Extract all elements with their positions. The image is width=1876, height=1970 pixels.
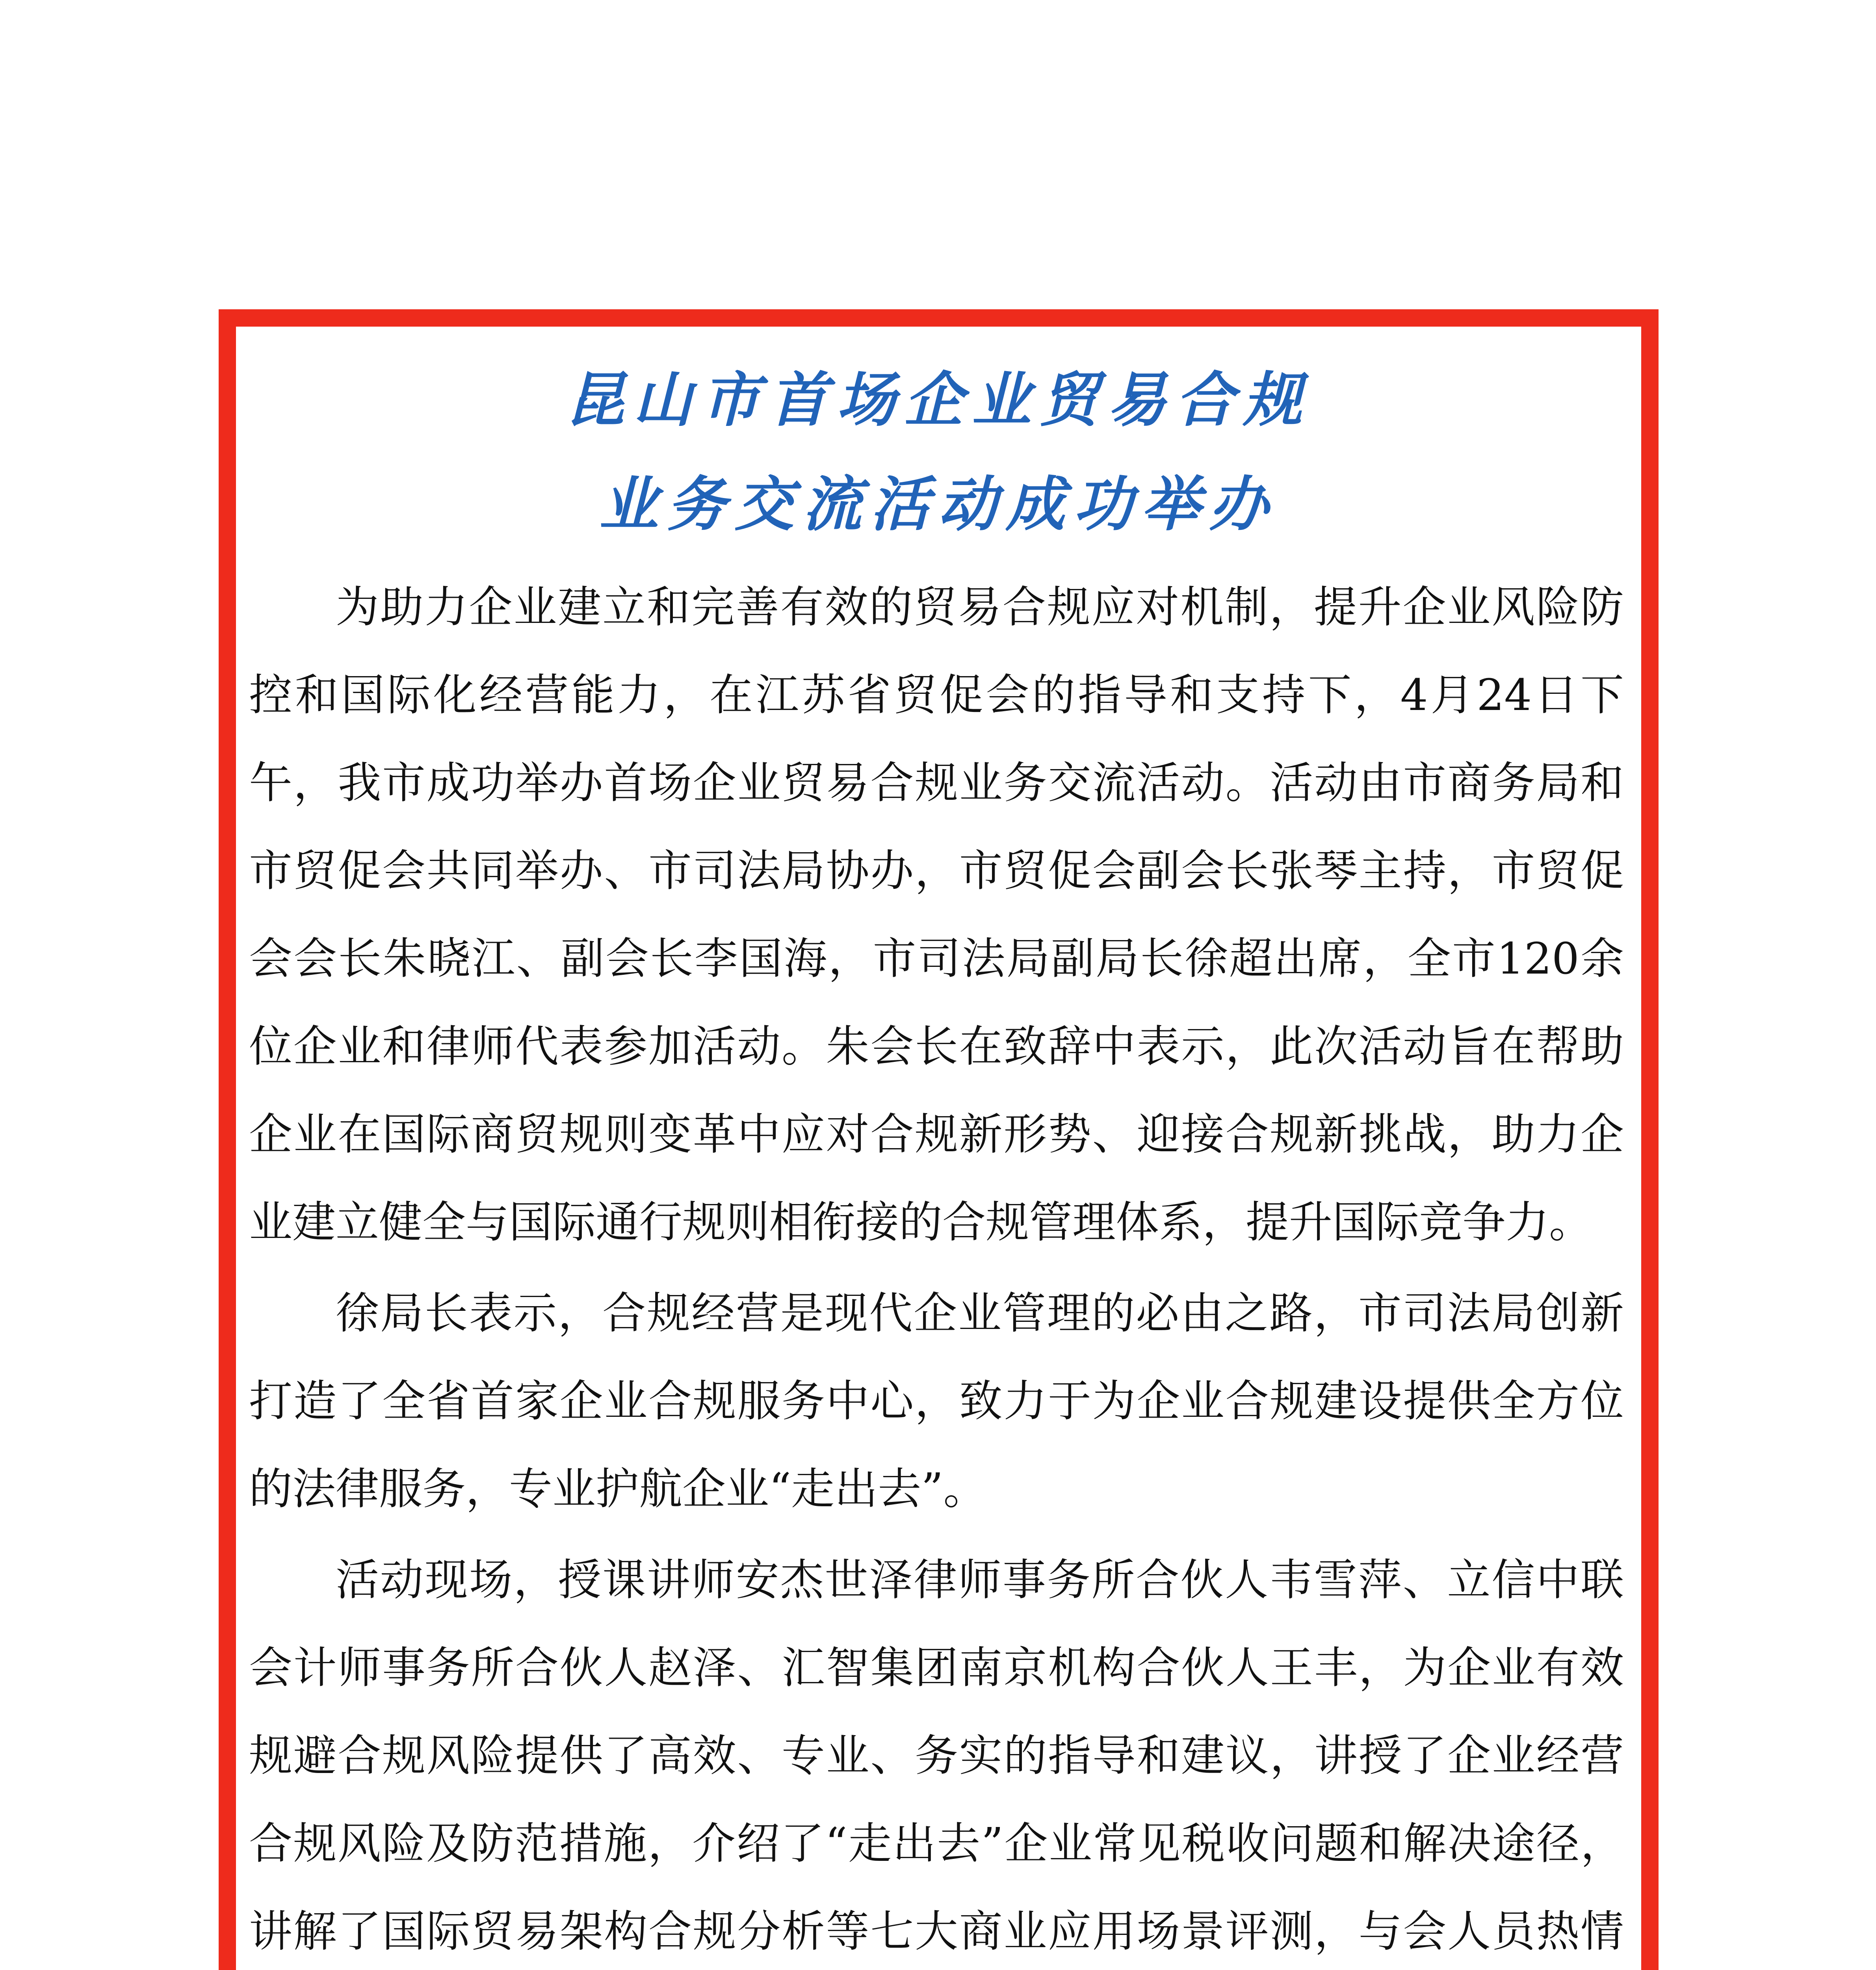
article-body [249,563,1624,1970]
article-title-line-1: 昆山市首场企业贸易合规 [565,365,1311,435]
paragraph-1: 为助力企业建立和完善有效的贸易合规应对机制，提升企业风险防控和国际化经营能力，在江苏省贸促会的指导和支持下，4月24日下午，我市成功举办首场企业贸易合规业务交流活动。活动由市商务局和市贸促会共同举办、市司法局协办，市贸促会副会长张琴主持，市贸促会会长朱晓江、副会长李国海，市司法局副局长徐超出席，全市120余位企业和律师代表参加活动。朱会长在致辞中表示，此次活动旨在帮助企业在国际商贸规则变革中应对合规新形势、迎接合规新挑战，助力企业建立健全与国际通行规则相衔接的合规管理体系，提升国际竞争力。 [249,582,1624,1247]
paragraph-2: 徐局长表示，合规经营是现代企业管理的必由之路，市司法局创新打造了全省首家企业合规服务中心，致力于为企业合规建设提供全方位的法律服务，专业护航企业“走出去”。 [249,1288,1624,1514]
paragraph-3: 活动现场，授课讲师安杰世泽律师事务所合伙人韦雪萍、立信中联会计师事务所合伙人赵泽、汇智集团南京机构合伙人王丰，为企业有效规避合规风险提供了高效、专业、务实的指导和建议，讲授了企业经营合规风险及防范措施，介绍了“走出去”企业常见税收问题和解决途径，讲解了国际贸易架构合规分析等七大商业应用场景评测，与会人员热情 [249,1555,1624,1957]
article-title-line-2: 业务交流活动成功举办 [599,470,1277,539]
